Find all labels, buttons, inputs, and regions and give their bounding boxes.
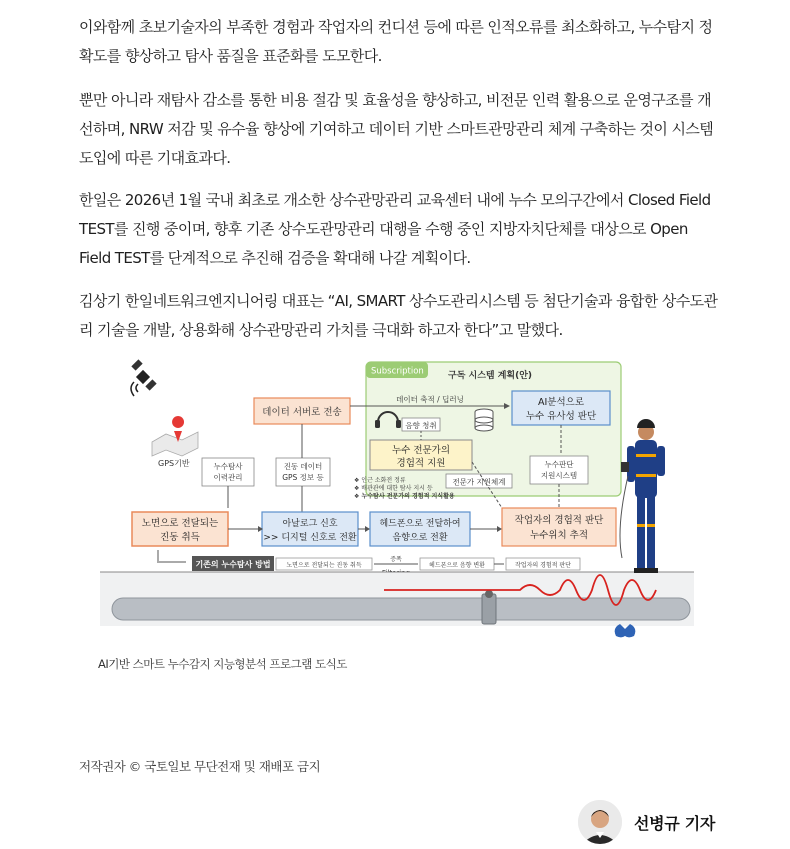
judge-support-line2: 지원시스템 — [540, 471, 578, 480]
expert-line1: 누수 전문가의 — [391, 445, 451, 456]
legacy-step-text: 헤드폰으로 음향 변환 — [429, 562, 485, 569]
judge-support-line1: 누수판단 — [544, 460, 574, 469]
pipe-valve — [482, 594, 496, 624]
ai-analysis-line2: 누수 유사성 판단 — [525, 411, 597, 422]
worker-line2: 누수위치 추적 — [529, 530, 589, 541]
bullet-item: ❖ 인근 소화전 정류 — [354, 477, 406, 484]
data-accumulate-text: 데이터 축적 / 딥러닝 — [396, 395, 464, 404]
data-server-text: 데이터 서버로 전송 — [262, 407, 342, 418]
worker-figure — [620, 419, 665, 573]
headphone-line1: 헤드폰으로 전달하여 — [379, 519, 461, 529]
leak-history-line2: 이력관리 — [213, 473, 243, 482]
analog-line1: 아날로그 신호 — [282, 519, 338, 529]
article-paragraph: 김상기 한일네트워크엔지니어링 대표는 “AI, SMART 상수도관리시스템 등 첨단기술과 융합한 상수도관리 기술을 개발, 상용화해 상수관망관리 가치를 극대화 하고자 한다”고 말했다. — [79, 292, 718, 339]
avatar — [578, 800, 622, 844]
analog-line2: >> 디지털 신호로 전환 — [263, 533, 357, 543]
reporter-byline[interactable] — [578, 798, 715, 846]
headphone-line2: 음향으로 전환 — [392, 533, 448, 543]
subscription-title: 구독 시스템 계획(안) — [448, 371, 533, 381]
legacy-connector — [158, 550, 186, 562]
expert-system-text: 전문가 지원체계 — [452, 477, 506, 487]
article-paragraph: 이와함께 초보기술자의 부족한 경험과 작업자의 컨디션 등에 따른 인적오류를 최소화하고, 누수탐지 정확도를 향상하고 탐사 품질을 표준화를 도모한다. — [79, 18, 713, 65]
leak-history-line1: 누수탐사 — [213, 462, 243, 471]
subscription-tag-text: Subscription — [371, 366, 424, 377]
sound-listen-text: 음향 청취 — [405, 421, 437, 430]
gps-label: GPS기반 — [158, 459, 190, 468]
bullet-item: ❖ 배관관에 대한 탐사 지시 등 — [354, 485, 433, 492]
leak-detection-diagram — [100, 358, 694, 646]
legacy-label: 기존의 누수탐사 방법 — [195, 560, 271, 569]
vibration-gps-line2: GPS 정보 등 — [282, 473, 324, 482]
article-paragraph: 한일은 2026년 1월 국내 최초로 개소한 상수관망관리 교육센터 내에 누수 모의구간에서 Closed Field TEST를 진행 중이며, 향후 기존 상수도관망관리 대행을 수행 중인 지방자치단체를 대상으로 Open Field TEST를 단계적으로 추진해 검증을 확대해 나갈 계획이다. — [79, 191, 711, 267]
legacy-step-text: 노면으로 전달되는 진동 취득 — [286, 562, 362, 569]
figure-caption: AI기반 스마트 누수감지 지능형분석 프로그램 도식도 — [98, 657, 347, 671]
legacy-amp-text: 증폭 — [390, 556, 402, 563]
legacy-step-text: 작업자의 경험적 판단 — [515, 562, 571, 569]
copyright-notice: 저작권자 © 국토일보 무단전재 및 재배포 금지 — [79, 759, 321, 774]
worker-line1: 작업자의 경험적 판단 — [514, 515, 604, 526]
satellite-icon — [131, 359, 157, 396]
expert-line2: 경험적 지원 — [396, 458, 446, 469]
surface-line1: 노면으로 전달되는 — [141, 518, 219, 529]
gps-map-icon — [152, 416, 198, 456]
ai-analysis-line1: AI분석으로 — [537, 397, 585, 408]
reporter-name: 선병규 기자 — [634, 813, 716, 833]
bullet-item: ❖ 누수탐사 전문가의 경험적 지식활용 — [354, 493, 455, 500]
article-figure[interactable] — [100, 358, 694, 646]
water-pipe — [112, 598, 690, 620]
reporter-photo — [578, 800, 622, 844]
database-icon — [475, 409, 493, 431]
surface-line2: 진동 취득 — [160, 532, 200, 543]
article-paragraph: 뿐만 아니라 재탐사 감소를 통한 비용 절감 및 효율성을 향상하고, 비전문 인력 활용으로 운영구조를 개선하며, NRW 저감 및 유수율 향상에 기여하고 데이터 기반 스마트관망관리 체계 구축하는 것이 시스템 도입에 따른 기대효과다. — [79, 91, 714, 167]
vibration-gps-line1: 진동 데이터 — [283, 462, 323, 471]
